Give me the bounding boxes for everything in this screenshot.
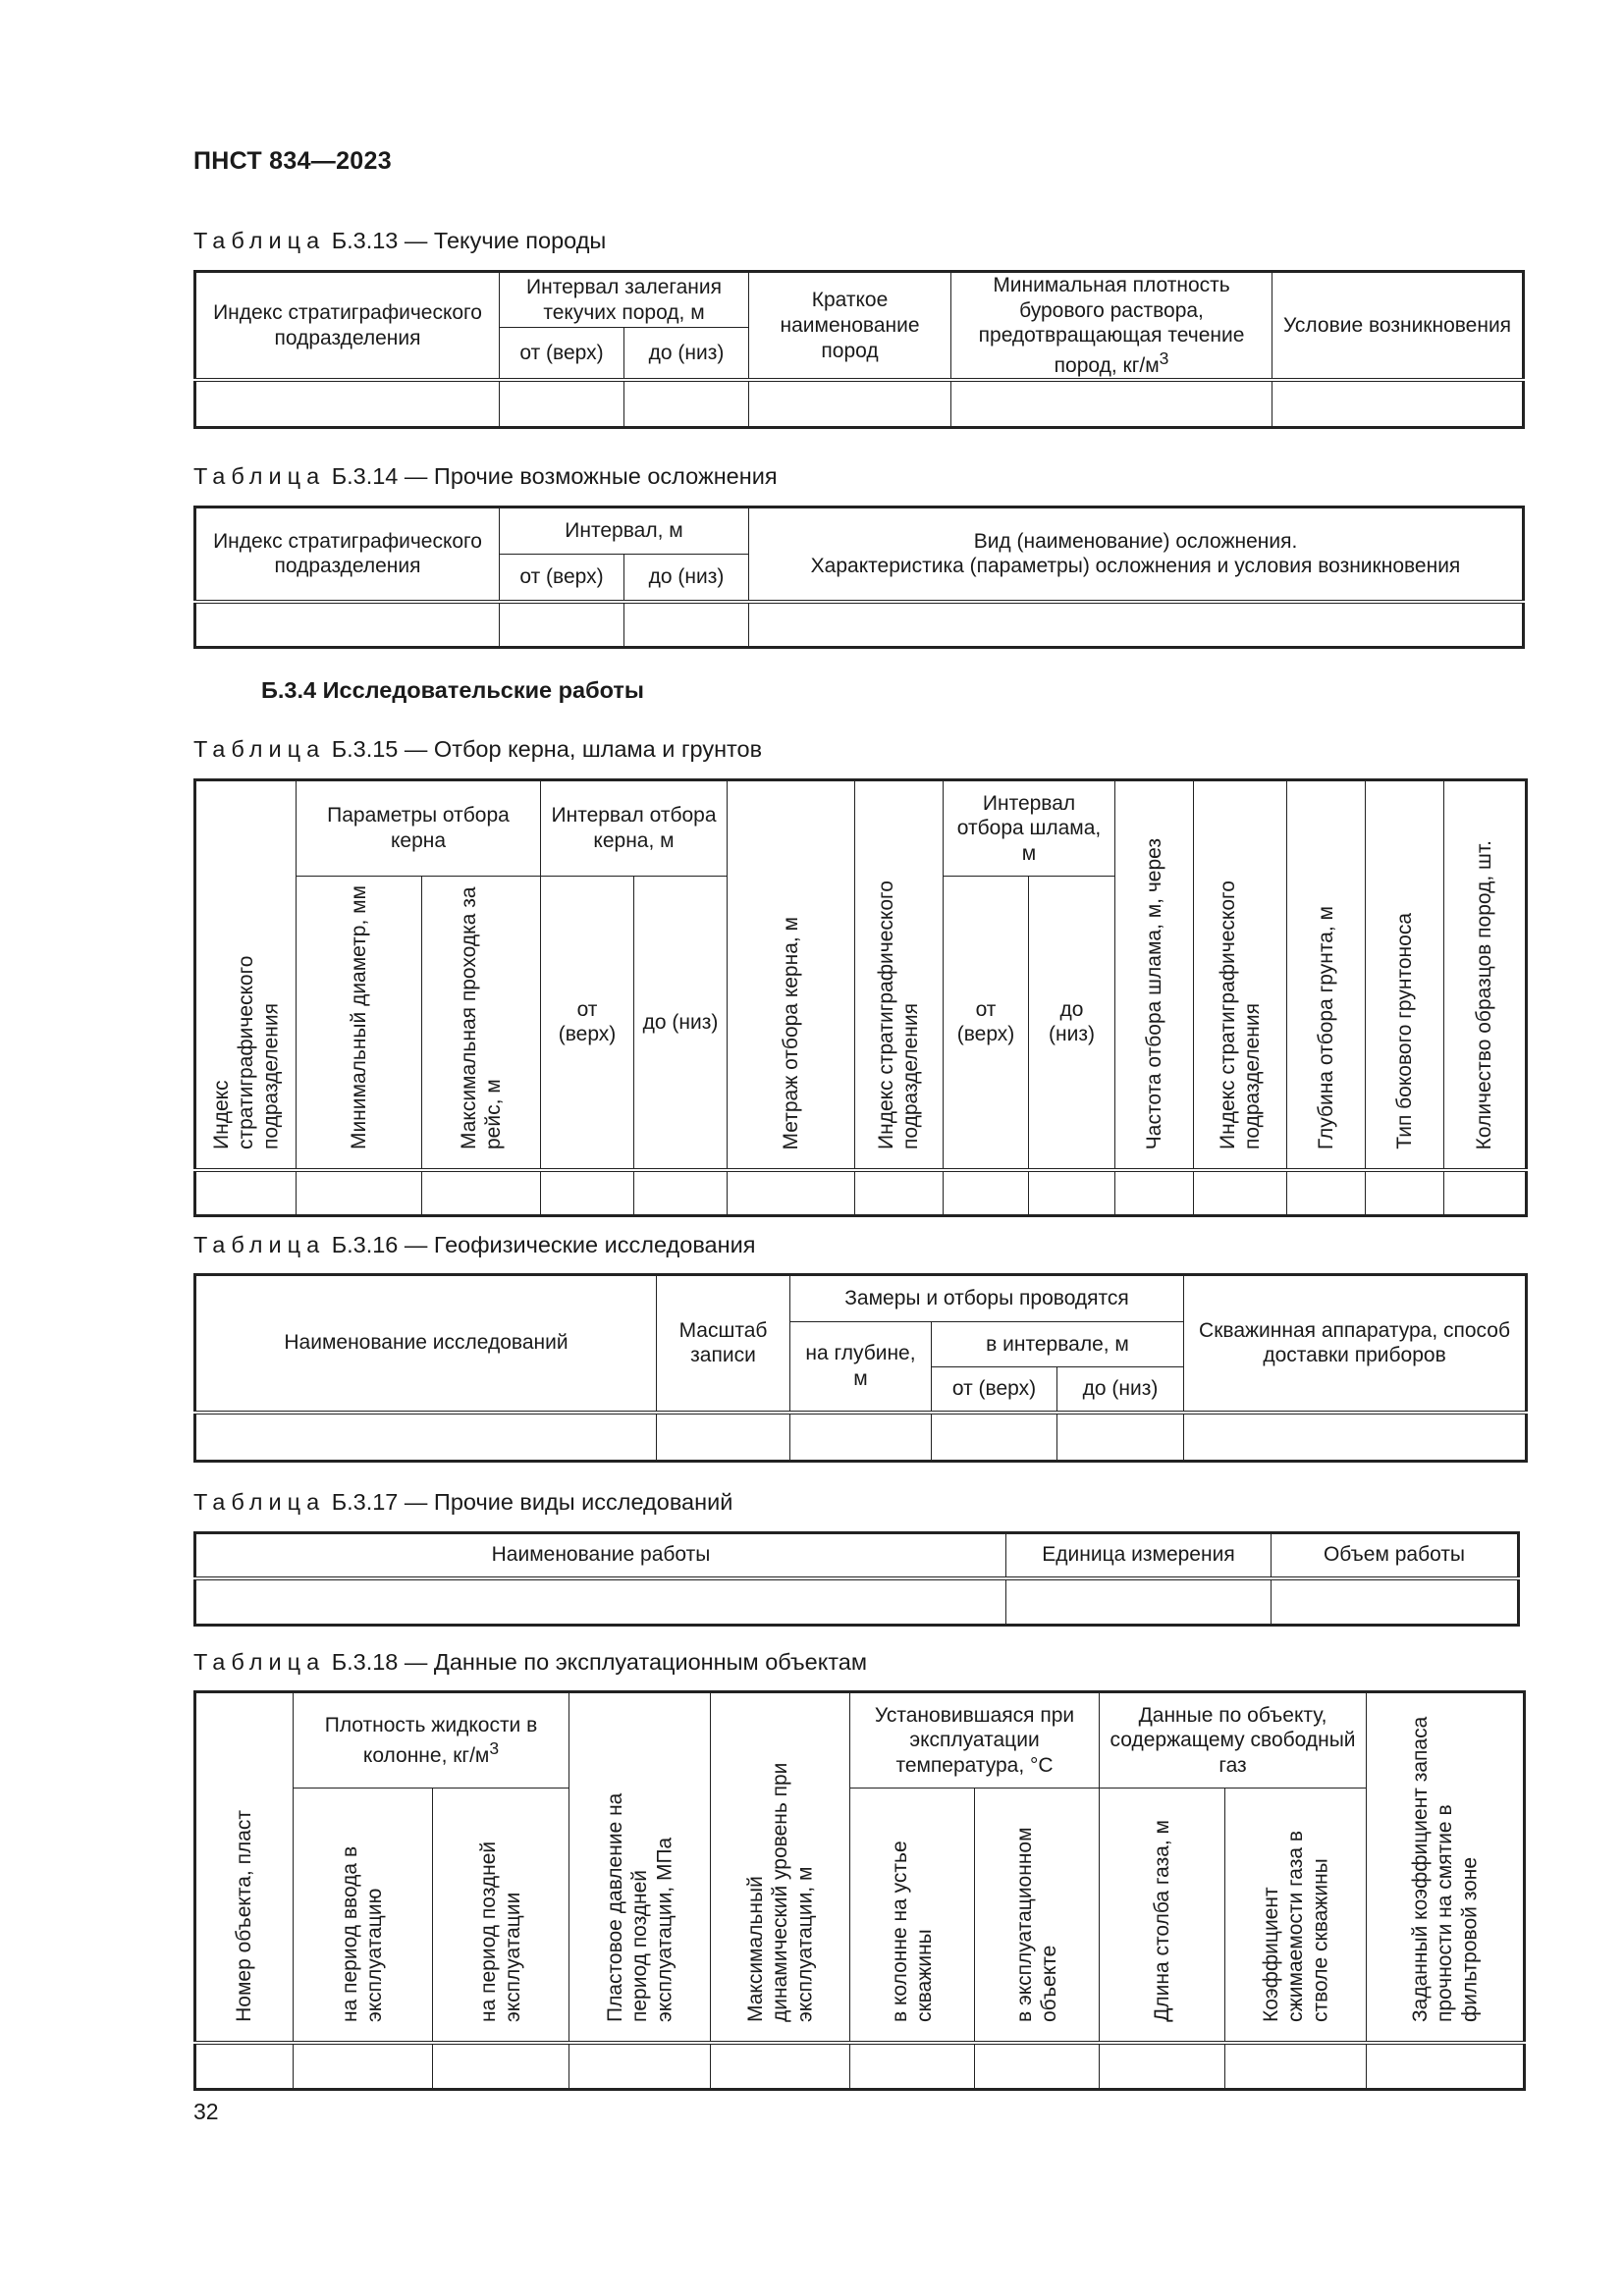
table-cell — [294, 2043, 433, 2090]
table-cell — [1184, 1413, 1527, 1462]
table-cell — [855, 1170, 944, 1216]
header-index-3: Индекс стратиграфического подразделения — [1194, 780, 1287, 1170]
header-from: от (верх) — [944, 877, 1029, 1170]
header-gas-column: Длина столба газа, м — [1100, 1789, 1225, 2043]
header-study-name: Наименование исследований — [195, 1275, 657, 1413]
table-cell — [569, 2043, 711, 2090]
header-dynamic-level: Максимальный динамический уровень при эксплуатации, м — [711, 1692, 850, 2043]
caption-word: Таблица — [193, 1489, 326, 1515]
table-caption-b317 — [193, 1489, 732, 1516]
table-cell — [195, 1413, 657, 1462]
header-unit: Единица измерения — [1006, 1533, 1272, 1578]
page-header: ПНСТ 834—2023 — [193, 147, 392, 175]
table-row — [195, 1578, 1519, 1626]
header-early-period: на период ввода в эксплуатацию — [294, 1789, 433, 2043]
header-to: до (низ) — [624, 328, 749, 381]
table-cell — [790, 1413, 932, 1462]
header-safety-factor: Заданный коэффициент запаса прочности на смятие в фильтровой зоне — [1367, 1692, 1525, 2043]
table-cell — [1225, 2043, 1367, 2090]
table-cell — [1194, 1170, 1287, 1216]
header-core-interval: Интервал отбора керна, м — [541, 780, 728, 877]
table-b318 — [193, 1690, 1526, 2091]
header-soil-depth: Глубина отбора грунта, м — [1287, 780, 1366, 1170]
header-in-object: в эксплуатационном объекте — [975, 1789, 1100, 2043]
table-caption-b314 — [193, 463, 778, 490]
page-number: 32 — [193, 2099, 219, 2124]
caption-text: Б.3.14 — Прочие возможные осложнения — [331, 463, 778, 489]
header-cuttings-interval: Интервал отбора шлама, м — [944, 780, 1115, 877]
table-cell — [850, 2043, 975, 2090]
header-to: до (низ) — [624, 555, 749, 602]
header-core-params: Параметры отбора керна — [297, 780, 541, 877]
table-cell — [749, 602, 1524, 648]
header-sampler: Тип бокового грунтоноса — [1366, 780, 1444, 1170]
caption-word: Таблица — [193, 1649, 326, 1675]
header-from: от (верх) — [500, 555, 624, 602]
header-cuttings-freq: Частота отбора шлама, м, через — [1115, 780, 1194, 1170]
table-cell — [728, 1170, 855, 1216]
table-cell — [1272, 380, 1524, 427]
header-index: Индекс стратиграфического подразделения — [195, 780, 297, 1170]
table-cell — [1367, 2043, 1525, 2090]
header-to: до (низ) — [1057, 1367, 1184, 1413]
section-title: Б.3.4 Исследовательские работы — [261, 677, 644, 703]
table-row — [195, 602, 1524, 648]
table-cell — [500, 380, 624, 427]
header-min-diameter: Минимальный диаметр, мм — [297, 877, 422, 1170]
table-b317 — [193, 1531, 1520, 1627]
table-cell — [749, 380, 951, 427]
table-cell — [1444, 1170, 1527, 1216]
header-from: от (верх) — [541, 877, 634, 1170]
table-cell — [624, 380, 749, 427]
header-rock-name: Краткое наименование пород — [749, 272, 951, 381]
header-object: Номер объекта, пласт — [195, 1692, 294, 2043]
table-b313 — [193, 270, 1525, 429]
table-cell — [634, 1170, 728, 1216]
header-to: до (низ) — [634, 877, 728, 1170]
caption-text: Б.3.18 — Данные по эксплуатационным объектам — [331, 1649, 867, 1675]
table-cell — [195, 2043, 294, 2090]
header-interval: Интервал, м — [500, 507, 749, 555]
header-max-run: Максимальная проходка за рейс, м — [422, 877, 541, 1170]
header-late-period: на период поздней эксплуатации — [433, 1789, 569, 2043]
table-caption-b316 — [193, 1232, 755, 1258]
table-cell — [624, 602, 749, 648]
table-cell — [711, 2043, 850, 2090]
table-cell — [1287, 1170, 1366, 1216]
table-cell — [951, 380, 1272, 427]
header-from: от (верх) — [500, 328, 624, 381]
header-from: от (верх) — [932, 1367, 1057, 1413]
header-index: Индекс стратиграфического подразделения — [195, 507, 500, 602]
table-cell — [1366, 1170, 1444, 1216]
table-cell — [932, 1413, 1057, 1462]
header-samples: Количество образцов пород, шт. — [1444, 780, 1527, 1170]
caption-text: Б.3.16 — Геофизические исследования — [331, 1232, 756, 1257]
header-to: до (низ) — [1029, 877, 1115, 1170]
table-caption-b313 — [193, 228, 606, 254]
table-row — [195, 1170, 1527, 1216]
caption-word: Таблица — [193, 1232, 326, 1257]
table-cell — [195, 380, 500, 427]
header-fluid-density: Плотность жидкости в колонне, $кг/м^3$ — [294, 1692, 569, 1789]
table-cell — [1272, 1578, 1519, 1626]
table-cell — [1029, 1170, 1115, 1216]
header-core-length: Метраж отбора керна, м — [728, 780, 855, 1170]
header-reservoir-pressure: Пластовое давление на период поздней эксплуатации, МПа — [569, 1692, 711, 2043]
header-index: Индекс стратиграфического подразделения — [195, 272, 500, 381]
table-cell — [500, 602, 624, 648]
caption-text: Б.3.13 — Текучие породы — [331, 228, 607, 253]
table-cell — [541, 1170, 634, 1216]
header-complication: Вид (наименование) осложнения. Характеристика (параметры) осложнения и условия возникновения — [749, 507, 1524, 602]
header-min-density: Минимальная плотность бурового раствора, предотвращающая течение пород, $кг/м^3$ — [951, 272, 1272, 381]
header-volume: Объем работы — [1272, 1533, 1519, 1578]
table-caption-b318 — [193, 1649, 867, 1676]
table-b314 — [193, 506, 1525, 649]
header-measurements: Замеры и отборы проводятся — [790, 1275, 1184, 1322]
table-cell — [433, 2043, 569, 2090]
table-cell — [195, 602, 500, 648]
header-equipment: Скважинная аппаратура, способ доставки приборов — [1184, 1275, 1527, 1413]
table-cell — [1057, 1413, 1184, 1462]
table-cell — [195, 1578, 1006, 1626]
table-row — [195, 380, 1524, 427]
header-in-interval: в интервале, м — [932, 1322, 1184, 1367]
table-b315 — [193, 778, 1528, 1217]
header-condition: Условие возникновения — [1272, 272, 1524, 381]
caption-text: Б.3.17 — Прочие виды исследований — [331, 1489, 733, 1515]
header-index-2: Индекс стратиграфического подразделения — [855, 780, 944, 1170]
header-at-depth: на глубине, м — [790, 1322, 932, 1413]
table-cell — [975, 2043, 1100, 2090]
table-cell — [297, 1170, 422, 1216]
table-cell — [944, 1170, 1029, 1216]
table-cell — [1115, 1170, 1194, 1216]
table-cell — [657, 1413, 790, 1462]
header-gas-compress: Коэффициент сжимаемости газа в стволе скважины — [1225, 1789, 1367, 2043]
caption-word: Таблица — [193, 736, 326, 762]
table-cell — [422, 1170, 541, 1216]
header-interval: Интервал залегания текучих пород, м — [500, 272, 749, 328]
header-work-name: Наименование работы — [195, 1533, 1006, 1578]
table-b316 — [193, 1273, 1528, 1463]
table-row — [195, 1413, 1527, 1462]
table-caption-b315 — [193, 736, 762, 763]
caption-word: Таблица — [193, 228, 326, 253]
table-cell — [1006, 1578, 1272, 1626]
header-wellhead: в колонне на устье скважины — [850, 1789, 975, 2043]
table-cell — [195, 1170, 297, 1216]
header-temperature: Установившаяся при эксплуатации температура, °С — [850, 1692, 1100, 1789]
table-cell — [1100, 2043, 1225, 2090]
header-gas: Данные по объекту, содержащему свободный газ — [1100, 1692, 1367, 1789]
table-row — [195, 2043, 1525, 2090]
header-scale: Масштаб записи — [657, 1275, 790, 1413]
caption-word: Таблица — [193, 463, 326, 489]
caption-text: Б.3.15 — Отбор керна, шлама и грунтов — [331, 736, 763, 762]
